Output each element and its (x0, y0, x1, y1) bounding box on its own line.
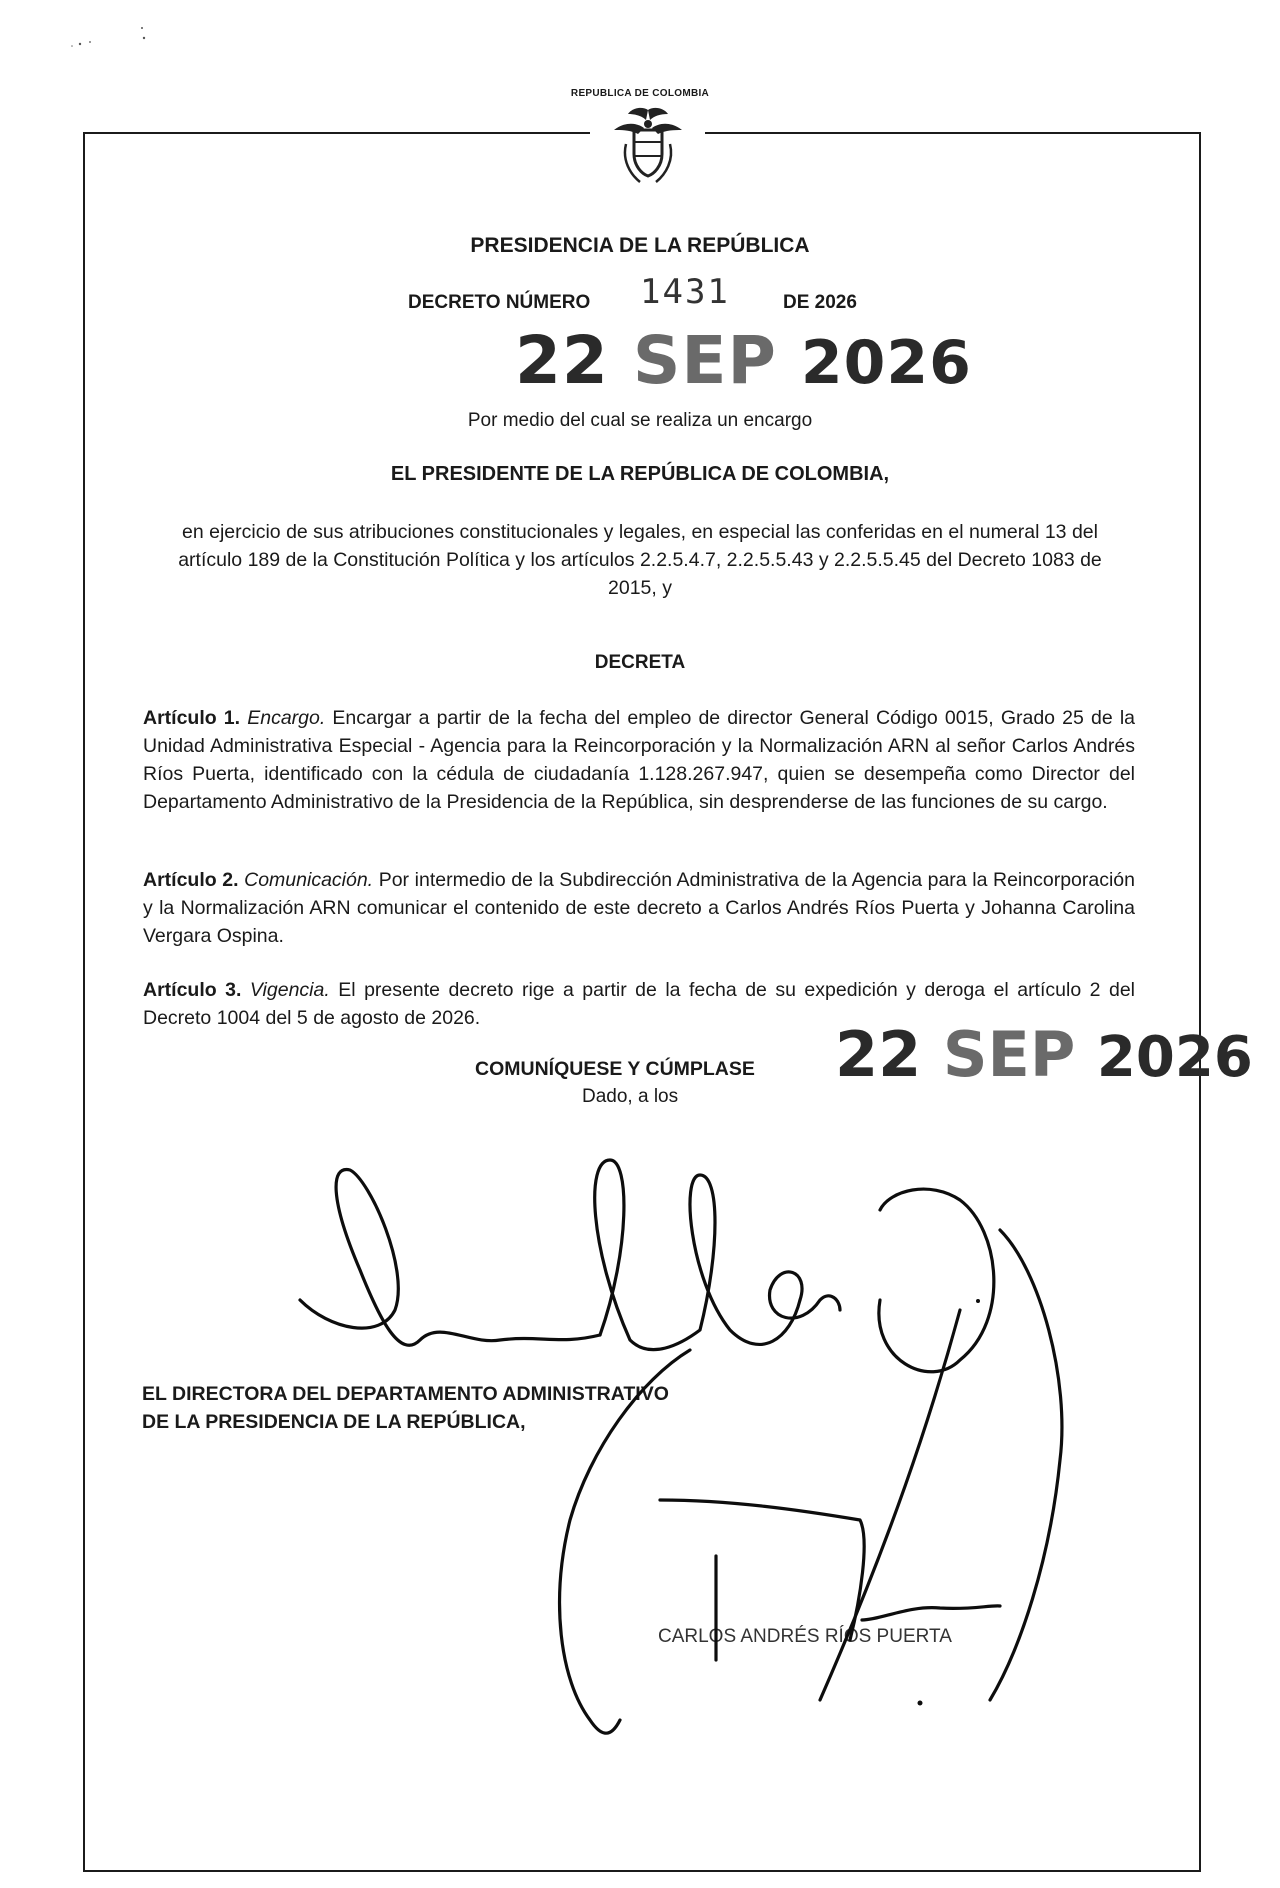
closing-stamp-month: SEP (942, 1018, 1076, 1091)
powers-paragraph: en ejercicio de sus atribuciones constitucionales y legales, en especial las conferidas en el numeral 13 del artículo 189 de la Constitución Política y los artículos 2.2.5.4.7, 2.2.5.5.43 y 2.2.5.5.45 del Decreto 1083 de 2015, y (178, 521, 1102, 599)
closing-stamp-year: 2026 (1096, 1025, 1253, 1090)
authority-heading: EL PRESIDENTE DE LA REPÚBLICA DE COLOMBIA, (390, 463, 890, 485)
scan-specks (60, 20, 160, 60)
article-1-label: Artículo 1. (143, 707, 241, 729)
office-title: PRESIDENCIA DE LA REPÚBLICA (470, 234, 810, 257)
decree-year-label: DE 2026 (783, 292, 857, 313)
article-1 (143, 704, 1135, 816)
signer-name: CARLOS ANDRÉS RÍOS PUERTA (658, 1626, 952, 1647)
signatory-title-line2: DE LA PRESIDENCIA DE LA REPÚBLICA, (142, 1411, 526, 1433)
coat-of-arms-icon (608, 104, 688, 190)
date-stamp-header (515, 322, 972, 399)
dado-text: Dado, a los (582, 1086, 679, 1107)
date-stamp-closing (835, 1018, 1253, 1091)
decree-label: DECRETO NÚMERO (408, 292, 591, 313)
decree-subject: Por medio del cual se realiza un encargo (467, 410, 813, 431)
article-3-title: Vigencia. (249, 979, 330, 1001)
article-2-text: Por intermedio de la Subdirección Administrativa de la Agencia para la Reincorporación y la Normalización ARN comunicar el contenido de este decreto a Carlos Andrés Ríos Puerta y Johanna Carolina Vergara Ospina. (143, 869, 1135, 947)
stamp-day: 22 (515, 322, 609, 399)
comuniquese-heading: COMUNÍQUESE Y CÚMPLASE (475, 1058, 755, 1080)
article-2 (143, 866, 1135, 950)
article-1-title: Encargo. (247, 707, 326, 729)
stamp-year: 2026 (800, 328, 972, 398)
signatory-title-line1: EL DIRECTORA DEL DEPARTAMENTO ADMINISTRATIVO (142, 1383, 669, 1405)
article-2-label: Artículo 2. (143, 869, 239, 891)
decree-number: 1431 (640, 272, 730, 312)
article-3-text: El presente decreto rige a partir de la fecha de su expedición y deroga el artículo 2 del Decreto 1004 del 5 de agosto de 2026. (143, 979, 1135, 1029)
republica-label: REPUBLICA DE COLOMBIA (570, 88, 710, 99)
closing-stamp-day: 22 (835, 1018, 922, 1091)
signatory-title (142, 1380, 669, 1436)
decreta-heading: DECRETA (594, 652, 686, 673)
article-1-text: Encargar a partir de la fecha del empleo de director General Código 0015, Grado 25 de la Unidad Administrativa Especial - Agencia para la Reincorporación y la Normalización ARN al señor Carlos Andrés Ríos Puerta, identificado con la cédula de ciudadanía 1.128.267.947, quien se desempeña como Director del Departamento Administrativo de la Presidencia de la República, sin desprenderse de las funciones de su cargo. (143, 707, 1135, 813)
article-3-label: Artículo 3. (143, 979, 242, 1001)
article-2-title: Comunicación. (244, 869, 374, 891)
stamp-month: SEP (632, 322, 777, 399)
